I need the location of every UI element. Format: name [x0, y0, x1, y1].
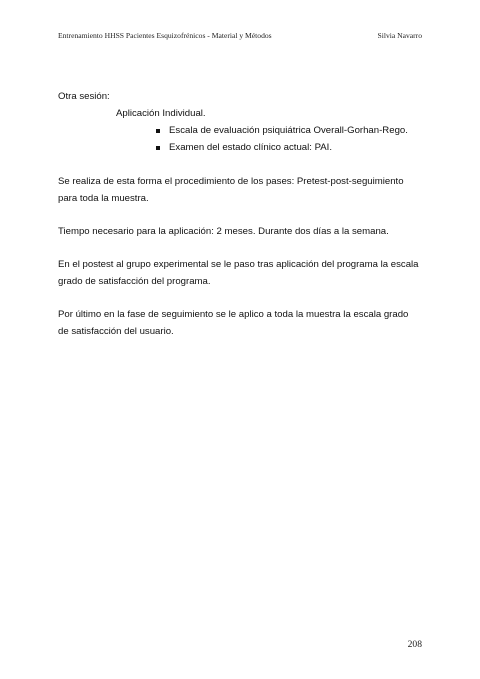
header-title: Entrenamiento HHSS Pacientes Esquizofrénicos - Material y Métodos: [58, 31, 272, 40]
paragraph-line: de satisfacción del usuario.: [58, 326, 174, 337]
paragraph-line: para toda la muestra.: [58, 193, 149, 204]
paragraph-line: En el postest al grupo experimental se le paso tras aplicación del programa la escala: [58, 259, 419, 270]
application-type: Aplicación Individual.: [116, 108, 206, 119]
paragraph-line: Se realiza de esta forma el procedimiento de los pases: Pretest-post-seguimiento: [58, 176, 404, 187]
bullet-text: Escala de evaluación psiquiátrica Overall-Gorhan-Rego.: [169, 125, 408, 136]
page-number: 208: [407, 639, 422, 650]
paragraph-line: grado de satisfacción del programa.: [58, 276, 211, 287]
square-bullet-icon: [156, 129, 160, 133]
session-label: Otra sesión:: [58, 91, 110, 102]
header-author: Silvia Navarro: [377, 31, 422, 40]
bullet-text: Examen del estado clínico actual: PAI.: [169, 142, 333, 153]
bullet-item: [156, 139, 332, 156]
paragraph-line: Por último en la fase de seguimiento se le aplico a toda la muestra la escala grado: [58, 309, 409, 320]
paragraph: Tiempo necesario para la aplicación: 2 meses. Durante dos días a la semana.: [58, 226, 389, 237]
square-bullet-icon: [156, 146, 160, 150]
bullet-item: [156, 122, 408, 139]
document-body: [58, 0, 423, 679]
